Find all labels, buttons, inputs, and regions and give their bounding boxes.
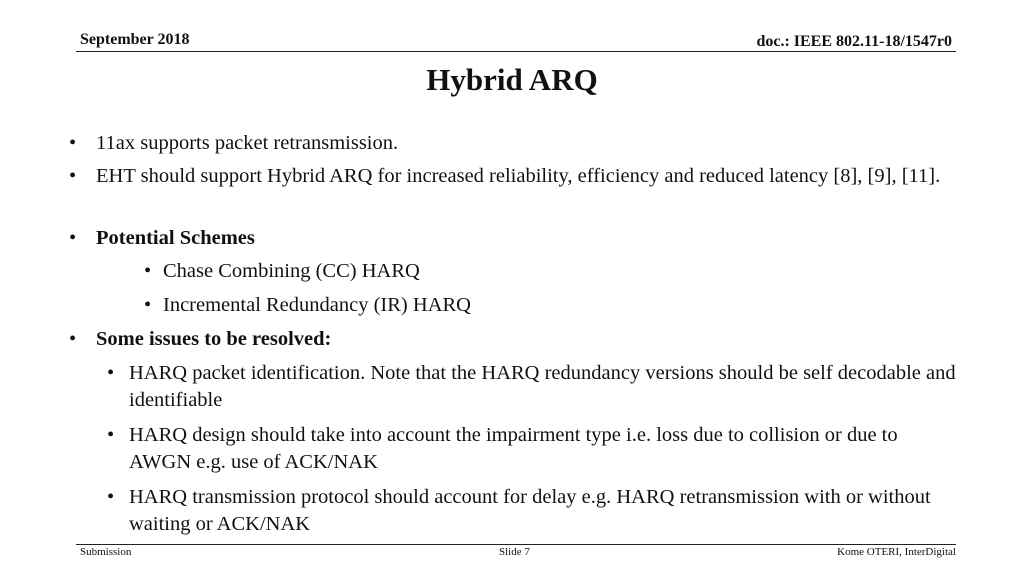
- bullet-marker: •: [69, 132, 77, 154]
- bullet-marker: •: [69, 227, 77, 249]
- sub-bullet-item: [107, 422, 959, 476]
- footer-slide-number: Slide 7: [499, 546, 530, 558]
- bullet-text: HARQ packet identification. Note that the HARQ redundancy versions should be self decodable and identifiable: [129, 362, 956, 411]
- bullet-marker: •: [107, 362, 115, 384]
- bullet-text: Potential Schemes: [96, 227, 255, 249]
- bullet-item: [69, 225, 946, 252]
- sub-bullet-item: [107, 360, 959, 414]
- header-doc-id: doc.: IEEE 802.11-18/1547r0: [756, 33, 952, 50]
- bullet-item: [69, 130, 946, 157]
- footer-submission: Submission: [80, 546, 132, 558]
- sub-bullet-item: [107, 484, 959, 538]
- slide-title: Hybrid ARQ: [426, 62, 598, 97]
- bullet-text: HARQ transmission protocol should account for delay e.g. HARQ retransmission with or without waiting or ACK/NAK: [129, 486, 931, 535]
- bullet-marker: •: [69, 165, 77, 187]
- bullet-item: [69, 163, 946, 190]
- bullet-text: EHT should support Hybrid ARQ for increased reliability, efficiency and reduced latency [8], [9], [11].: [96, 165, 941, 187]
- bullet-marker: •: [144, 294, 152, 316]
- bullet-text: Incremental Redundancy (IR) HARQ: [163, 294, 471, 316]
- sub-bullet-item: [144, 292, 943, 319]
- sub-bullet-item: [144, 258, 943, 285]
- bullet-text: Chase Combining (CC) HARQ: [163, 260, 420, 282]
- footer-divider: [76, 544, 956, 545]
- bullet-item: [69, 326, 946, 353]
- bullet-text: 11ax supports packet retransmission.: [96, 132, 399, 154]
- header-date: September 2018: [80, 31, 190, 48]
- bullet-text: Some issues to be resolved:: [96, 328, 332, 350]
- bullet-marker: •: [69, 328, 77, 350]
- bullet-marker: •: [107, 486, 115, 508]
- bullet-marker: •: [107, 424, 115, 446]
- bullet-text: HARQ design should take into account the impairment type i.e. loss due to collision or due to AWGN e.g. use of ACK/NAK: [129, 424, 898, 473]
- bullet-marker: •: [144, 260, 152, 282]
- footer-author: Kome OTERI, InterDigital: [837, 546, 956, 558]
